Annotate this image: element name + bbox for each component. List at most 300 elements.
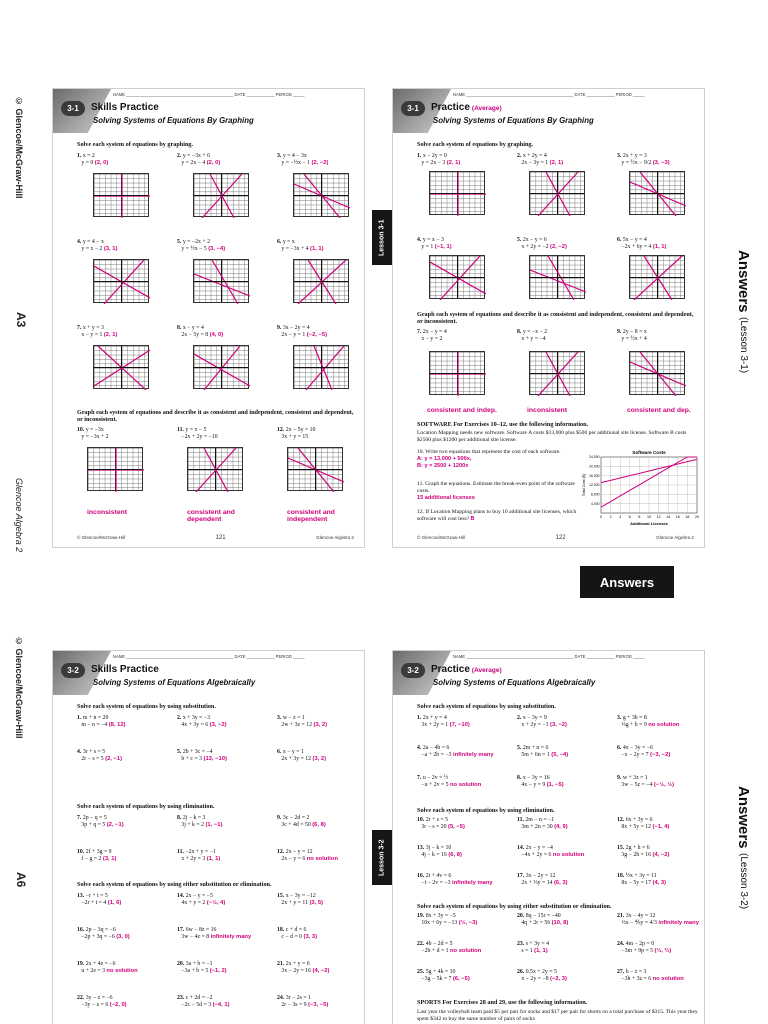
problem-number: 15. — [277, 893, 285, 899]
equation-2: −2x + 2y = −10 — [181, 434, 218, 441]
problem-13 — [417, 845, 462, 859]
problem-5 — [517, 237, 567, 251]
equation-2: 8x − 5y = 17 — [621, 880, 652, 887]
coordinate-grid — [193, 345, 249, 389]
problem-number: 8. — [177, 815, 182, 821]
graph-lines — [530, 352, 586, 396]
problem-9 — [617, 775, 674, 789]
problem-number: 1. — [417, 715, 422, 721]
y-tick-label: 4,000 — [591, 501, 600, 506]
equation-1: c + 2d = −2 — [185, 995, 213, 1001]
problem-number: 4. — [417, 745, 422, 751]
problem-number: 8. — [517, 329, 522, 335]
equation-1: 2y − 8 = x — [622, 329, 647, 335]
equation-2: x − y = 2 — [421, 336, 443, 343]
answer: (2, 0) — [94, 160, 109, 167]
copyright-caption-top: © Glencoe/McGraw-Hill — [14, 96, 24, 199]
equation-2: 3j + k = 2 — [181, 822, 205, 829]
graph-lines — [530, 172, 586, 216]
equation-1: x − 3y = 16 — [522, 775, 550, 781]
problem-number: 11. — [517, 817, 524, 823]
answer: (−2, 0) — [109, 1002, 127, 1009]
problem-13 — [77, 893, 121, 907]
equation-2: 2x + ⅔y = 14 — [521, 880, 553, 887]
equation-1: 2t + 4v = 6 — [425, 873, 452, 879]
problem-number: 13. — [77, 893, 85, 899]
problem-10 — [77, 427, 109, 441]
problem-12 — [277, 427, 315, 441]
graph-lines — [194, 260, 250, 304]
problem-number: 27. — [617, 969, 625, 975]
graph-lines — [94, 260, 150, 304]
problem-8 — [177, 815, 222, 829]
answer: (8, 12) — [108, 722, 126, 729]
page-subtitle: Solving Systems of Equations Algebraically — [433, 678, 596, 687]
x-tick-label: 6 — [628, 515, 631, 519]
x-tick-label: 20 — [695, 515, 699, 519]
page-header — [393, 89, 704, 133]
answer: (5, −5) — [448, 824, 465, 831]
problem-number: 25. — [417, 969, 425, 975]
answers-caption-title: Answers — [735, 786, 752, 849]
graph-lines — [188, 448, 244, 492]
question-11 — [417, 481, 577, 501]
y-axis-label: Total Cost ($) — [582, 473, 586, 497]
answer: (−1, 1) — [434, 244, 452, 251]
equation-2: 3g − 2h = 16 — [621, 852, 652, 859]
answer: no solution — [450, 948, 482, 955]
answer: (1, −5) — [546, 782, 564, 789]
equation-1: y = 4 − x — [82, 239, 104, 245]
problem-number: 3. — [277, 715, 282, 721]
page-subtitle: Solving Systems of Equations By Graphing — [433, 116, 594, 125]
problem-number: 22. — [417, 941, 425, 947]
equation-2: c − d = 0 — [281, 934, 303, 941]
page-header — [53, 89, 364, 133]
equation-2: 4x − y = 9 — [521, 782, 546, 789]
y-tick-label: 20,000 — [589, 464, 600, 469]
answer: (5, −4) — [551, 752, 569, 759]
system-line — [630, 182, 686, 206]
equation-2: −3m + 9p = 5 — [621, 948, 654, 955]
equation-2: −3h + 3z = 6 — [621, 976, 652, 983]
answers-caption-title: Answers — [735, 250, 752, 313]
equation-2: −3a + b = 5 — [181, 968, 209, 975]
answer: (7, −10) — [449, 722, 470, 729]
answer: (6, 8) — [312, 822, 326, 829]
problem-number: 5. — [517, 237, 522, 243]
problem-19 — [417, 913, 477, 927]
system-line — [308, 260, 336, 304]
equation-1: w − z = 1 — [282, 715, 305, 721]
problem-18 — [277, 927, 317, 941]
answer: (4, −2) — [312, 968, 330, 975]
answer: no solution — [450, 782, 482, 789]
equation-2: −2x + 6y = 4 — [621, 244, 652, 251]
answer: (4, −2) — [652, 852, 670, 859]
problem-21 — [617, 913, 699, 927]
answer: no solution — [652, 976, 684, 983]
algebra-caption-top: Glencoe Algebra 2 — [14, 478, 24, 553]
equation-2: 5m + 6n = 1 — [521, 752, 550, 759]
problem-number: 18. — [617, 873, 625, 879]
problem-17 — [517, 873, 568, 887]
problem-number: 8. — [517, 775, 522, 781]
graph-lines — [88, 448, 144, 492]
equation-2: 2x − y = 1 — [281, 332, 306, 339]
coordinate-grid — [429, 171, 485, 215]
page-title — [431, 102, 502, 114]
answer: (2, −1) — [106, 822, 124, 829]
name-date-period-line: NAME ______________________________________________ DATE ____________ PERIOD _____ — [453, 654, 645, 659]
problem-number: 9. — [617, 329, 622, 335]
problem-number: 12. — [277, 427, 285, 433]
equation-1: m + n = 20 — [82, 715, 109, 721]
problem-7 — [77, 325, 117, 339]
system-line — [306, 346, 344, 390]
footer-copyright: © Glencoe/McGraw-Hill — [417, 535, 466, 540]
equation-2: −2r + t = 4 — [81, 900, 107, 907]
equation-2: x + 2y = 3 — [181, 856, 206, 863]
answer: (3, −2) — [550, 722, 567, 729]
problem-3 — [277, 715, 327, 729]
equation-1: 2x − y = 6 — [522, 237, 547, 243]
average-tag: (Average) — [471, 105, 502, 112]
question-10 — [417, 449, 577, 469]
equation-2: 8x + 5y = 12 — [621, 824, 652, 831]
equation-1: 6w − 8z = 16 — [185, 927, 217, 933]
software-text: Location Mapping needs new software. Software A costs $13,000 plus $500 per additional site license. Software B costs $2500 plus $1200 per additional site license. — [417, 430, 687, 443]
problem-number: 4. — [77, 749, 82, 755]
question-12-answer: B — [470, 515, 475, 522]
problem-22 — [417, 941, 481, 955]
problem-number: 9. — [617, 775, 622, 781]
answer: (4, 0) — [209, 332, 224, 339]
footer-book: Glencoe Algebra 2 — [656, 535, 694, 540]
problem-number: 26. — [517, 969, 525, 975]
x-tick-label: 4 — [619, 515, 622, 519]
equation-2: x + y = −4 — [521, 336, 546, 343]
equation-1: 2x + y = 3 — [622, 153, 647, 159]
problem-number: 6. — [277, 749, 282, 755]
equation-1: 2m − n = −1 — [525, 817, 555, 823]
problem-15 — [617, 845, 669, 859]
equation-1: 2x − y = −4 — [525, 845, 553, 851]
answer: (3, 3) — [303, 934, 318, 941]
equation-1: u − 2v = ½ — [422, 775, 449, 781]
answer: infinitely many — [452, 880, 493, 887]
equation-2: y = 1 — [421, 244, 434, 251]
equation-2: 3m + 2n = 30 — [521, 824, 553, 831]
answers-tab: Answers — [580, 566, 674, 598]
problem-27 — [617, 969, 684, 983]
answer: (1, 6) — [107, 900, 122, 907]
equation-1: 2f + 3g = 9 — [85, 849, 112, 855]
equation-2: y = x − 2 — [81, 246, 103, 253]
problem-number: 11. — [177, 427, 184, 433]
graph-lines — [94, 346, 150, 390]
answer: (1, −1) — [205, 822, 223, 829]
answer: no solution — [648, 722, 680, 729]
equation-1: y = x − 5 — [185, 427, 207, 433]
answer: infinitely many — [658, 920, 699, 927]
classification-label: inconsistent — [527, 407, 568, 414]
graph-lines — [430, 172, 486, 216]
problem-number: 2. — [517, 715, 522, 721]
coordinate-grid — [293, 259, 349, 303]
system-line — [644, 256, 672, 300]
problem-12 — [617, 817, 669, 831]
answer: no solution — [306, 856, 338, 863]
problem-2 — [517, 715, 567, 729]
problem-2 — [517, 153, 563, 167]
equation-1: 2x − y = −5 — [185, 893, 213, 899]
instructions-graphing: Solve each system of equations by graphing. — [77, 141, 194, 148]
graph-lines — [294, 346, 350, 390]
equation-2: 3x + 2y = 1 — [421, 722, 449, 729]
instructions-substitution: Solve each system of equations by using substitution. — [77, 703, 216, 710]
equation-2: 3c + 4d = 50 — [281, 822, 311, 829]
problem-14 — [517, 845, 584, 859]
problem-11 — [517, 817, 568, 831]
x-tick-label: 14 — [666, 515, 671, 519]
equation-2: y = 2x − 4 — [181, 160, 206, 167]
answer: (½, −3) — [458, 920, 478, 927]
system-line — [104, 260, 144, 304]
problem-number: 24. — [617, 941, 625, 947]
equation-2: 3x − 2y = 16 — [281, 968, 312, 975]
equation-2: 4x + 3y = 6 — [181, 722, 209, 729]
problem-15 — [277, 893, 323, 907]
problem-number: 14. — [517, 845, 525, 851]
problem-9 — [277, 815, 326, 829]
graph-lines — [294, 260, 350, 304]
answer: (3, −4) — [208, 246, 226, 253]
lesson-badge: 3-1 — [61, 101, 85, 116]
coordinate-grid — [429, 255, 485, 299]
answers-caption-bottom — [734, 786, 752, 909]
problem-number: 9. — [277, 815, 282, 821]
answer: (6, −5) — [452, 976, 470, 983]
problem-1 — [417, 153, 460, 167]
problem-number: 20. — [177, 961, 185, 967]
problem-23 — [517, 941, 549, 955]
equation-1: 3x − 2y = 4 — [282, 325, 310, 331]
equation-2: 2x + 3y = 12 — [281, 756, 312, 763]
problem-number: 18. — [277, 927, 285, 933]
problem-10 — [77, 849, 116, 863]
instructions-describe: Graph each system of equations and describe it as consistent and independent, consistent and dependent, or inconsistent. — [417, 311, 694, 326]
problem-6 — [277, 239, 324, 253]
equation-1: 2g + h = 6 — [625, 845, 650, 851]
sports-heading: SPORTS For Exercises 28 and 29, use the following information. — [417, 999, 588, 1006]
equation-1: 2m + n = 6 — [522, 745, 549, 751]
graph-lines — [94, 174, 150, 218]
equation-1: 8x + 3y = −5 — [425, 913, 456, 919]
equation-1: s + 3y = 4 — [525, 941, 549, 947]
coordinate-grid — [529, 171, 585, 215]
answer: (1, 1) — [310, 246, 324, 253]
worksheet-page-122 — [392, 88, 705, 548]
answer: (3, 2) — [312, 756, 327, 763]
equation-1: y = 4 − 3x — [282, 153, 307, 159]
equation-2: 2x − y = 6 — [281, 856, 306, 863]
equation-2: −2b + d = 1 — [421, 948, 449, 955]
problem-1 — [77, 715, 126, 729]
equation-2: 4j − k = 16 — [421, 852, 447, 859]
equation-2: s = 1 — [521, 948, 533, 955]
equation-1: −r + t = 5 — [85, 893, 108, 899]
equation-2: −4x + 2y = 6 — [521, 852, 552, 859]
problem-7 — [417, 329, 447, 343]
problem-number: 14. — [177, 893, 185, 899]
equation-1: x + y = 3 — [82, 325, 104, 331]
x-tick-label: 2 — [609, 515, 612, 519]
equation-2: f − g = 2 — [81, 856, 102, 863]
coordinate-grid — [187, 447, 243, 491]
x-tick-label: 0 — [600, 515, 602, 519]
answer: (−2, 3) — [550, 976, 567, 983]
instructions-describe: Graph each system of equations and describe it as consistent and independent, consistent and dependent, or inconsistent. — [77, 409, 354, 424]
coordinate-grid — [629, 171, 685, 215]
footer-page-number: 122 — [555, 535, 566, 541]
x-tick-label: 10 — [647, 515, 651, 519]
name-date-period-line: NAME ______________________________________________ DATE ____________ PERIOD _____ — [453, 92, 645, 97]
coordinate-grid — [193, 259, 249, 303]
equation-2: b + c = 3 — [181, 756, 203, 763]
worksheet-page-121 — [52, 88, 365, 548]
problem-11 — [177, 427, 218, 441]
problem-number: 10. — [77, 849, 85, 855]
graph-lines — [630, 172, 686, 216]
equation-1: 3r + s = 5 — [82, 749, 106, 755]
graph-lines — [630, 256, 686, 300]
problem-17 — [177, 927, 251, 941]
equation-1: −2x + y = −1 — [185, 849, 216, 855]
problem-7 — [77, 815, 124, 829]
problem-19 — [77, 961, 138, 975]
equation-2: 10x + 6y = −13 — [421, 920, 458, 927]
coordinate-grid — [93, 173, 149, 217]
problem-number: 17. — [177, 927, 185, 933]
system-line — [194, 354, 250, 386]
y-tick-label: 8,000 — [591, 492, 600, 497]
answer: (10, 8) — [551, 920, 569, 927]
problem-10 — [417, 817, 465, 831]
coordinate-grid — [629, 351, 685, 395]
answer: (2, 1) — [446, 160, 461, 167]
problem-number: 7. — [417, 329, 422, 335]
equation-2: −2p + 3q = −6 — [81, 934, 115, 941]
instructions-either: Solve each system of equations by using either substitution or elimination. — [417, 903, 612, 910]
answer: (3, −3) — [652, 160, 670, 167]
equation-2: −u + 2v = 5 — [421, 782, 449, 789]
problem-20 — [177, 961, 227, 975]
x-tick-label: 18 — [685, 515, 690, 519]
coordinate-grid — [87, 447, 143, 491]
graph-lines — [294, 174, 350, 218]
coordinate-grid — [529, 351, 585, 395]
problem-9 — [617, 329, 647, 343]
equation-2: y = −3x + 4 — [281, 246, 309, 253]
page-title: Skills Practice — [91, 664, 159, 675]
problem-5 — [517, 745, 568, 759]
answer: (13, −10) — [203, 756, 227, 763]
equation-2: m − n = −4 — [81, 722, 108, 729]
system-line — [94, 266, 150, 298]
problem-number: 6. — [617, 237, 622, 243]
equation-2: 2x − 5y = 8 — [181, 332, 209, 339]
equation-2: y = −3x + 2 — [81, 434, 109, 441]
classification-label: inconsistent — [87, 509, 128, 516]
problem-number: 8. — [177, 325, 182, 331]
answers-caption-lesson: (Lesson 3-1) — [738, 316, 749, 374]
worksheet-skills-3-2 — [52, 650, 365, 1024]
equation-1: 2x − y = 12 — [285, 849, 313, 855]
equation-1: 2x + y = 6 — [285, 961, 310, 967]
average-tag: (Average) — [471, 667, 502, 674]
title-text: Practice — [431, 664, 470, 675]
lesson-badge: 3-1 — [401, 101, 425, 116]
problem-number: 19. — [77, 961, 85, 967]
equation-1: 5x − y = 4 — [622, 237, 647, 243]
equation-2: y = ½x + 4 — [621, 336, 647, 343]
answer: (3, −2) — [209, 722, 227, 729]
answer: (3, 1) — [103, 246, 118, 253]
coordinate-grid — [93, 259, 149, 303]
equation-2: −x − 2y = 7 — [621, 752, 649, 759]
equation-1: x + 2y = 4 — [522, 153, 547, 159]
equation-1: x + 3y = −3 — [182, 715, 211, 721]
system-line — [288, 458, 344, 482]
instructions-elimination: Solve each system of equations by using elimination. — [77, 803, 215, 810]
equation-1: 2b + 3c = −4 — [182, 749, 213, 755]
equation-1: 4x − 3y = −6 — [622, 745, 653, 751]
problem-7 — [417, 775, 481, 789]
problem-5 — [177, 239, 225, 253]
equation-2: −t − 2v = −3 — [421, 880, 451, 887]
classification-label: consistent and dependent — [187, 509, 235, 524]
problem-8 — [177, 325, 223, 339]
system-line — [630, 362, 686, 386]
problem-3 — [277, 153, 328, 167]
graph-lines — [194, 174, 250, 218]
coordinate-grid — [293, 173, 349, 217]
page-title — [431, 664, 502, 676]
system-line — [314, 346, 332, 390]
system-line — [538, 172, 578, 216]
equation-1: 8q − 15r = −40 — [525, 913, 561, 919]
problem-number: 2. — [177, 153, 182, 159]
problem-number: 3. — [617, 715, 622, 721]
classification-label: consistent and dep. — [627, 407, 691, 414]
coordinate-grid — [429, 351, 485, 395]
answer: (⅓, ⅔) — [654, 948, 672, 955]
answer: (−½, 4) — [206, 900, 226, 907]
name-date-period-line: NAME ______________________________________________ DATE ____________ PERIOD _____ — [113, 92, 305, 97]
footer-book: Glencoe Algebra 2 — [316, 535, 354, 540]
footer-copyright: © Glencoe/McGraw-Hill — [77, 535, 126, 540]
problem-9 — [277, 325, 327, 339]
page-footer — [77, 535, 354, 542]
equation-1: 5g + 4k = 10 — [425, 969, 456, 975]
equation-1: 2x + 4e = −6 — [85, 961, 116, 967]
page-footer — [417, 535, 694, 542]
problem-number: 3. — [617, 153, 622, 159]
equation-1: x = 2 — [82, 153, 95, 159]
problem-number: 15. — [617, 845, 625, 851]
coordinate-grid — [629, 255, 685, 299]
